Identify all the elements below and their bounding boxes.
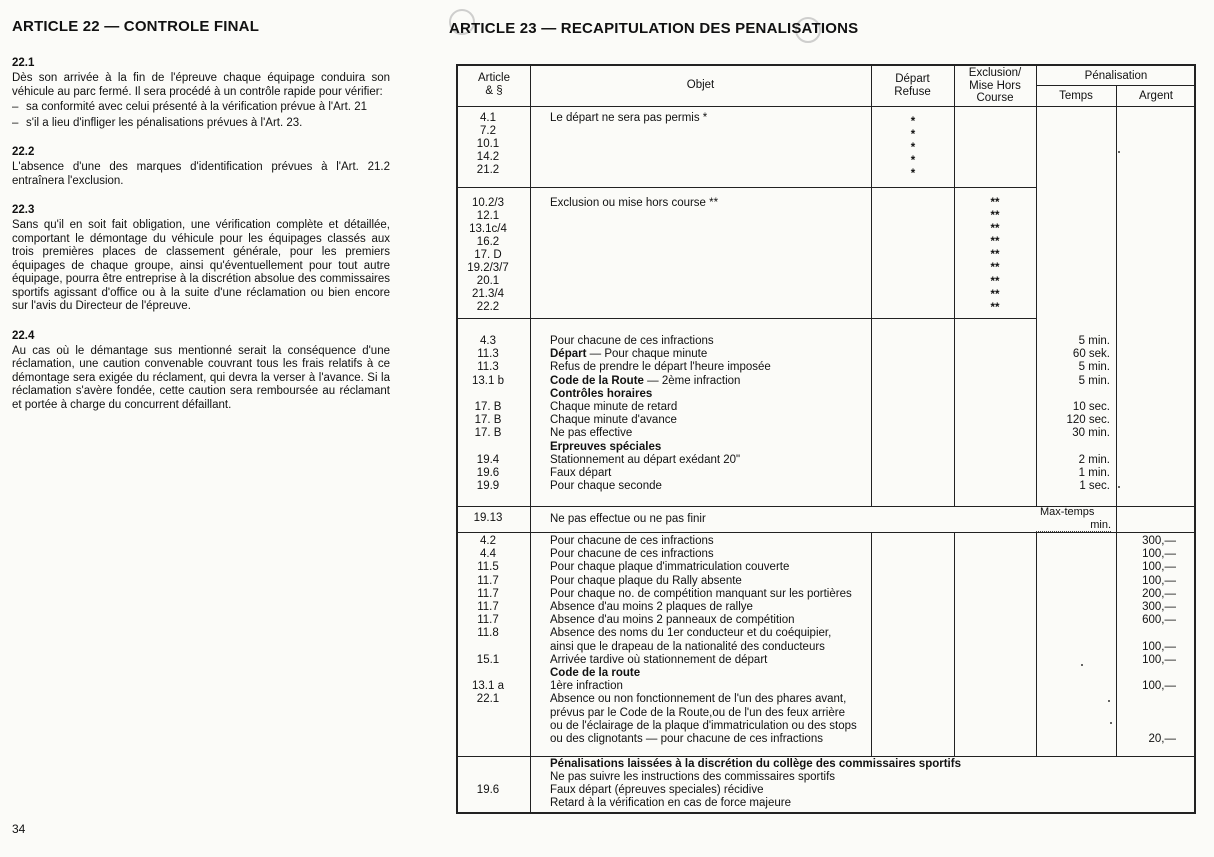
money-penalty-cell: 100,— [1142, 548, 1176, 561]
header-temps: Temps [1059, 90, 1093, 102]
objet-text: Stationnement au départ exédant 20" [550, 453, 741, 466]
article-cell: 11.3 [477, 348, 499, 361]
objet-cell [550, 707, 845, 720]
objet-cell [550, 627, 831, 640]
page-number: 34 [12, 822, 26, 836]
section-22-2 [12, 146, 390, 188]
header-penalisation: Pénalisation [1084, 70, 1148, 82]
objet-text: Pour chacune de ces infractions [550, 335, 714, 347]
print-speck [1108, 700, 1110, 702]
objet-bold: Code de la route [550, 667, 641, 679]
article-cell: 11.5 [477, 561, 499, 574]
section-text: Dès son arrivée à la fin de l'épreuve chaque équipage conduira son véhicule au parc fermé. Il sera procédé à un contrôle rapide pour vérifier: [12, 72, 390, 98]
money-penalty-cell: 200,— [1142, 587, 1176, 600]
objet-cell [550, 654, 767, 667]
article-cell: 11.7 [477, 601, 499, 613]
objet-bold: Départ [550, 348, 587, 361]
print-speck [1118, 486, 1120, 488]
header-article: Article & § [478, 72, 510, 97]
objet-text: Ne pas effective [550, 427, 633, 440]
article-cell: 19.9 [476, 480, 500, 493]
article-cell: 19.4 [476, 453, 500, 466]
objet-cell [550, 427, 632, 440]
objet-text: Pour chaque seconde [550, 480, 662, 493]
discretion-line: Faux départ (épreuves speciales) récidive [550, 784, 764, 796]
objet-bold: Code de la Route [550, 374, 644, 387]
article-22-section [12, 18, 390, 428]
objet-cell [550, 375, 740, 388]
section-number: 22.1 [12, 57, 35, 69]
article-cell: 19.6 [476, 784, 500, 796]
section-number: 22.2 [12, 146, 35, 158]
article-cell: 4.3 [480, 335, 496, 347]
print-speck [1110, 722, 1112, 724]
exclusion-marks: ** ** ** ** ** ** ** ** ** [990, 197, 1000, 314]
money-penalty-cell: 600,— [1142, 614, 1176, 627]
objet-text: Pour chacune de ces infractions [550, 548, 714, 561]
article-22-title: ARTICLE 22 — CONTROLE FINAL [12, 18, 260, 35]
header-exclusion: Exclusion/ Mise Hors Course [968, 67, 1022, 104]
objet-text: Exclusion ou mise hors course ** [550, 197, 719, 209]
section-22-4 [12, 330, 390, 413]
discretion-line: Ne pas suivre les instructions des commissaires sportifs [550, 771, 836, 783]
section-number: 22.3 [12, 204, 35, 216]
objet-cell [550, 601, 753, 614]
objet-cell [550, 441, 661, 454]
depart-refuse-marks: * * * * * [910, 116, 916, 180]
objet-text: Absence d'au moins 2 panneaux de compétition [550, 614, 795, 627]
section-text: L'absence d'une des marques d'identification prévues à l'Art. 21.2 entraînera l'exclusion. [12, 161, 390, 187]
time-penalty-cell: 5 min. [1078, 361, 1110, 374]
objet-cell [550, 693, 846, 706]
objet-text: Refus de prendre le départ l'heure imposée [550, 361, 771, 374]
section-text: Sans qu'il en soit fait obligation, une vérification complète et détaillée, comportant le démontage du véhicule pour les équipages classés aux trois premières places de classement générale, pour les premiers équipages de chaque groupe, ainsi qu'éventuellement pour tout autre équipage, pourra être entreprise à la discrétion absolue des commissaires sportifs agissant d'office ou à la suite d'une réclamation ou bien encore sur l'avis du Directeur de l'épreuve. [12, 219, 390, 312]
objet-cell [550, 388, 652, 401]
discretion-heading: Pénalisations laissées à la discrétion du collège des commissaires sportifs [550, 758, 961, 770]
objet-text: Absence des noms du 1er conducteur et du coéquipier, [550, 627, 832, 640]
time-penalty-cell: 1 min. [1078, 467, 1110, 479]
objet-text: Chaque minute de retard [550, 401, 678, 413]
objet-text: Arrivée tardive où stationnement de départ [550, 653, 768, 666]
article-cell: 4.2 [480, 535, 496, 547]
article-cell: 11.7 [477, 587, 499, 600]
article-23-title: ARTICLE 23 — RECAPITULATION DES PENALISATIONS [449, 20, 859, 37]
article-cell: 11.8 [477, 627, 499, 640]
objet-text: Le départ ne sera pas permis * [550, 112, 708, 124]
money-penalty-cell: 300,— [1142, 601, 1176, 613]
article-cell: 17. B [474, 414, 502, 427]
objet-cell [550, 720, 857, 733]
article-cell: 19.6 [476, 467, 500, 479]
time-penalty-cell: 120 sec. [1066, 414, 1110, 427]
objet-cell [550, 561, 789, 574]
article-cell: 4.4 [480, 548, 496, 561]
money-penalty-cell: 100,— [1142, 653, 1176, 666]
objet-cell [550, 575, 742, 588]
article-cell: 19.13 [473, 512, 503, 524]
max-time-label: Max-temps [1040, 506, 1095, 518]
money-penalty-cell: 300,— [1142, 535, 1176, 547]
money-penalty-cell: 100,— [1142, 561, 1176, 574]
objet-text: ou de l'éclairage de la plaque d'immatriculation ou des stops [550, 719, 857, 732]
article-cell: 13.1 b [472, 374, 504, 387]
article-cell: 11.7 [477, 574, 499, 587]
header-argent: Argent [1139, 90, 1173, 102]
objet-text: 1ère infraction [550, 680, 623, 693]
money-penalty-cell: 100,— [1142, 680, 1176, 693]
objet-text: Faux départ [550, 467, 612, 479]
objet-cell [550, 548, 714, 561]
objet-bold: Erpreuves spéciales [550, 440, 662, 453]
objet-cell [550, 467, 611, 480]
objet-cell [550, 361, 771, 374]
objet-text: Pour chacune de ces infractions [550, 535, 714, 547]
objet-cell [550, 614, 795, 627]
article-cell: 11.7 [477, 614, 499, 627]
objet-text: ou des clignotants — pour chacune de ces infractions [550, 733, 823, 745]
header-depart-refuse: Départ Refuse [894, 73, 931, 98]
objet-text: Pour chaque plaque du Rally absente [550, 574, 742, 587]
objet-text: Absence d'au moins 2 plaques de rallye [550, 601, 753, 613]
money-penalty-cell: 100,— [1142, 640, 1176, 653]
objet-cell [550, 588, 852, 601]
article-cell: 22.1 [476, 693, 500, 706]
penalty-table [456, 64, 1196, 814]
article-cell: 13.1 a [472, 680, 504, 693]
objet-text: — 2ème infraction [643, 374, 741, 387]
objet-cell [550, 680, 623, 693]
article-cell: 17. B [474, 427, 502, 440]
print-speck [1081, 664, 1083, 666]
print-speck [1118, 151, 1120, 153]
list-item: – sa conformité avec celui présenté à la vérification prévue à l'Art. 21 [12, 101, 367, 113]
objet-text: Pour chaque plaque d'immatriculation couverte [550, 561, 790, 574]
article-list: 10.2/3 12.1 13.1c/4 16.2 17. D 19.2/3/7 20.1 21.3/4 22.2 [467, 197, 509, 313]
objet-cell [550, 733, 823, 746]
objet-cell [550, 401, 677, 414]
time-penalty-cell: 10 sec. [1072, 401, 1110, 413]
objet-text: Pour chaque no. de compétition manquant sur les portières [550, 587, 852, 600]
article-cell: 11.3 [477, 361, 499, 374]
time-penalty-cell: 1 sec. [1079, 480, 1110, 493]
discretion-line: Retard à la vérification en cas de force majeure [550, 797, 791, 809]
list-item: – s'il a lieu d'infliger les pénalisations prévues à l'Art. 23. [12, 116, 303, 129]
objet-cell [550, 335, 714, 348]
section-22-1 [12, 57, 390, 130]
time-penalty-cell: 60 sek. [1072, 348, 1110, 361]
article-cell: 17. B [474, 401, 502, 413]
money-penalty-cell: 100,— [1142, 574, 1176, 587]
objet-cell [550, 480, 662, 493]
objet-text: prévus par le Code de la Route,ou de l'un des feux arrière [550, 706, 845, 719]
objet-text: Ne pas effectue ou ne pas finir [550, 513, 706, 525]
article-cell: 15.1 [476, 653, 500, 666]
objet-text: ainsi que le drapeau de la nationalité des conducteurs [550, 640, 825, 653]
objet-cell [550, 667, 640, 680]
section-number: 22.4 [12, 329, 35, 342]
section-text: Au cas où le démantage sus mentionné serait la conséquence d'une réclamation, une caution convenable couvrant tous les frais relatifs à ce démontage sera exigée du réclament, qui devra la verser à l'avance. Si la réclamation s'avère fondée, cette caution sera remboursée au réclamant et portée à charge du concurrent défaillant. [12, 344, 390, 411]
money-penalty-cell: 20,— [1148, 733, 1176, 745]
section-22-3 [12, 204, 390, 314]
objet-bold: Contrôles horaires [550, 387, 653, 400]
time-penalty-cell: 5 min. [1078, 335, 1110, 347]
max-time-unit: min. [1036, 519, 1111, 532]
time-penalty-cell: 30 min. [1072, 427, 1110, 440]
objet-cell [550, 535, 714, 548]
header-objet: Objet [686, 79, 715, 91]
objet-cell [550, 414, 677, 427]
article-list: 4.1 7.2 10.1 14.2 21.2 [476, 112, 500, 176]
objet-cell [550, 348, 707, 361]
objet-cell [550, 641, 825, 654]
objet-text: Chaque minute d'avance [550, 414, 677, 427]
objet-text: Absence ou non fonctionnement de l'un des phares avant, [550, 693, 847, 706]
time-penalty-cell: 5 min. [1078, 374, 1110, 387]
objet-cell [550, 454, 740, 467]
time-penalty-cell: 2 min. [1078, 453, 1110, 466]
objet-text: — Pour chaque minute [586, 348, 708, 361]
